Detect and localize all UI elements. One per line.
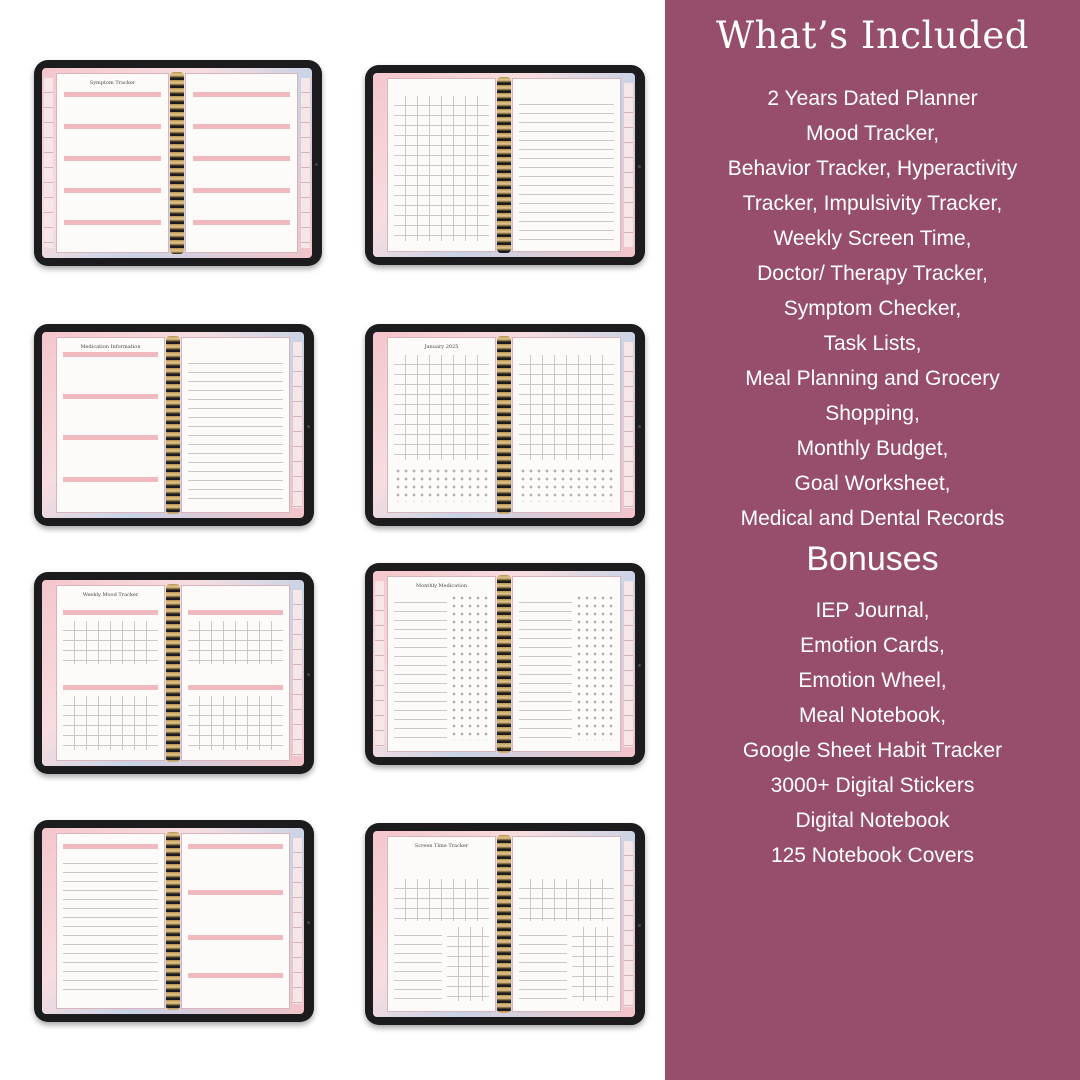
header-band [193, 188, 291, 193]
bonus-item: IEP Journal, [815, 599, 930, 622]
grid-area [394, 96, 488, 241]
planner-preview-weekly-mood [34, 572, 314, 774]
header-band [188, 685, 282, 690]
grid-area [394, 879, 488, 921]
header-band [63, 394, 157, 399]
feature-item: Meal Planning and Grocery [745, 367, 1000, 390]
camera-dot [638, 165, 641, 168]
planner-page-right [512, 576, 621, 752]
page-heading: January 2025 [424, 344, 459, 350]
planner-page-left [387, 836, 496, 1012]
camera-dot [638, 425, 641, 428]
header-band [193, 156, 291, 161]
feature-item: 2 Years Dated Planner [767, 87, 978, 110]
header-band [188, 890, 282, 895]
grid-area [188, 621, 282, 665]
header-band [188, 935, 282, 940]
tablet-screen [42, 68, 312, 258]
grid-area [572, 927, 614, 1000]
camera-dot [307, 425, 310, 428]
spiral-binding [166, 336, 180, 514]
header-band [64, 124, 162, 129]
planner-page-right [512, 836, 621, 1012]
bonus-item: 125 Notebook Covers [770, 844, 975, 867]
spiral-binding [497, 336, 511, 514]
tab-strip [624, 83, 633, 247]
lined-area [519, 96, 613, 241]
header-band [193, 124, 291, 129]
habit-dots [519, 467, 613, 502]
bonus-item: Digital Notebook [795, 809, 950, 832]
tab-strip [624, 841, 633, 1007]
grid-area [63, 696, 157, 750]
feature-list [665, 84, 1080, 539]
header-band [64, 188, 162, 193]
header-band [188, 844, 282, 849]
tab-strip [624, 581, 633, 747]
spiral-binding [497, 77, 511, 253]
header-band [63, 610, 157, 615]
planner-page-left [56, 73, 169, 253]
feature-item: Task Lists, [823, 332, 922, 355]
planner-page-left [56, 337, 165, 513]
habit-dots [575, 594, 614, 740]
calendar-grid [394, 355, 488, 459]
tab-strip [293, 590, 302, 756]
planner-page-right [185, 73, 298, 253]
grid-area [63, 621, 157, 665]
planner-page-left [387, 576, 496, 752]
page-heading: Monthly Medication [415, 583, 468, 589]
spiral-binding [166, 584, 180, 762]
tablet-screen [373, 571, 635, 757]
lined-area [519, 927, 566, 1000]
tab-strip [293, 838, 302, 1004]
tab-strip [301, 78, 310, 248]
page-heading: Medication Information [80, 344, 141, 350]
planner-page-right [512, 337, 621, 513]
header-band [63, 685, 157, 690]
page-heading: Symptom Tracker [89, 80, 136, 86]
panel-title: What’s Included [716, 14, 1029, 57]
tablet-screen [373, 332, 635, 518]
header-band [193, 220, 291, 225]
feature-item: Shopping, [825, 402, 920, 425]
planner-preview-weekly-grid [365, 65, 645, 265]
planner-page-left [387, 78, 496, 252]
page-heading: Weekly Mood Tracker [82, 592, 139, 598]
planner-preview-screen-time [365, 823, 645, 1025]
tab-strip [375, 581, 384, 747]
feature-item: Symptom Checker, [783, 297, 962, 320]
spiral-binding [170, 72, 184, 254]
included-panel [665, 0, 1080, 1080]
spiral-binding [497, 575, 511, 753]
bonus-list [665, 596, 1080, 876]
spiral-binding [166, 832, 180, 1010]
camera-dot [638, 664, 641, 667]
feature-item: Goal Worksheet, [794, 472, 951, 495]
tablet-screen [373, 73, 635, 257]
tablet-screen [373, 831, 635, 1017]
header-band [188, 973, 282, 978]
planner-page-right [181, 833, 290, 1009]
planner-preview-monthly-budget [34, 820, 314, 1022]
lined-area [63, 855, 157, 998]
feature-item: Tracker, Impulsivity Tracker, [742, 192, 1003, 215]
feature-item: Weekly Screen Time, [773, 227, 972, 250]
feature-item: Mood Tracker, [805, 122, 940, 145]
bonus-item: 3000+ Digital Stickers [770, 774, 975, 797]
planner-page-left [56, 833, 165, 1009]
feature-item: Monthly Budget, [796, 437, 949, 460]
tablet-screen [42, 332, 304, 518]
lined-area [394, 594, 446, 740]
planner-page-right [181, 585, 290, 761]
header-band [63, 477, 157, 482]
camera-dot [307, 673, 310, 676]
planner-page-left [387, 337, 496, 513]
camera-dot [307, 921, 310, 924]
feature-item: Behavior Tracker, Hyperactivity [727, 157, 1018, 180]
planner-preview-medication-info [34, 324, 314, 526]
grid-area [519, 879, 613, 921]
camera-dot [315, 163, 318, 166]
lined-area [519, 594, 571, 740]
planner-page-right [512, 78, 621, 252]
bonus-item: Google Sheet Habit Tracker [742, 739, 1003, 762]
bonus-item: Emotion Cards, [800, 634, 945, 657]
planner-page-left [56, 585, 165, 761]
bonus-heading: Bonuses [806, 540, 939, 578]
tablet-screen [42, 828, 304, 1014]
tab-strip [293, 342, 302, 508]
header-band [63, 844, 157, 849]
header-band [63, 352, 157, 357]
header-band [63, 435, 157, 440]
page-heading: Screen Time Tracker [414, 843, 469, 849]
habit-dots [394, 467, 488, 502]
feature-item: Doctor/ Therapy Tracker, [757, 262, 988, 285]
tab-strip [624, 342, 633, 508]
header-band [64, 92, 162, 97]
tab-strip [44, 78, 53, 248]
feature-item: Medical and Dental Records [740, 507, 1005, 530]
planner-preview-monthly-calendar [365, 324, 645, 526]
bonus-item: Meal Notebook, [798, 704, 947, 727]
habit-dots [450, 594, 489, 740]
planner-page-right [181, 337, 290, 513]
grid-area [519, 355, 613, 459]
spiral-binding [497, 835, 511, 1013]
planner-preview-monthly-medication [365, 563, 645, 765]
lined-area [188, 355, 282, 501]
header-band [64, 156, 162, 161]
grid-area [188, 696, 282, 750]
camera-dot [638, 924, 641, 927]
header-band [64, 220, 162, 225]
lined-area [394, 927, 441, 1000]
planner-preview-symptom-tracker [34, 60, 322, 266]
bonus-item: Emotion Wheel, [798, 669, 947, 692]
header-band [188, 610, 282, 615]
tablet-screen [42, 580, 304, 766]
grid-area [447, 927, 489, 1000]
header-band [193, 92, 291, 97]
